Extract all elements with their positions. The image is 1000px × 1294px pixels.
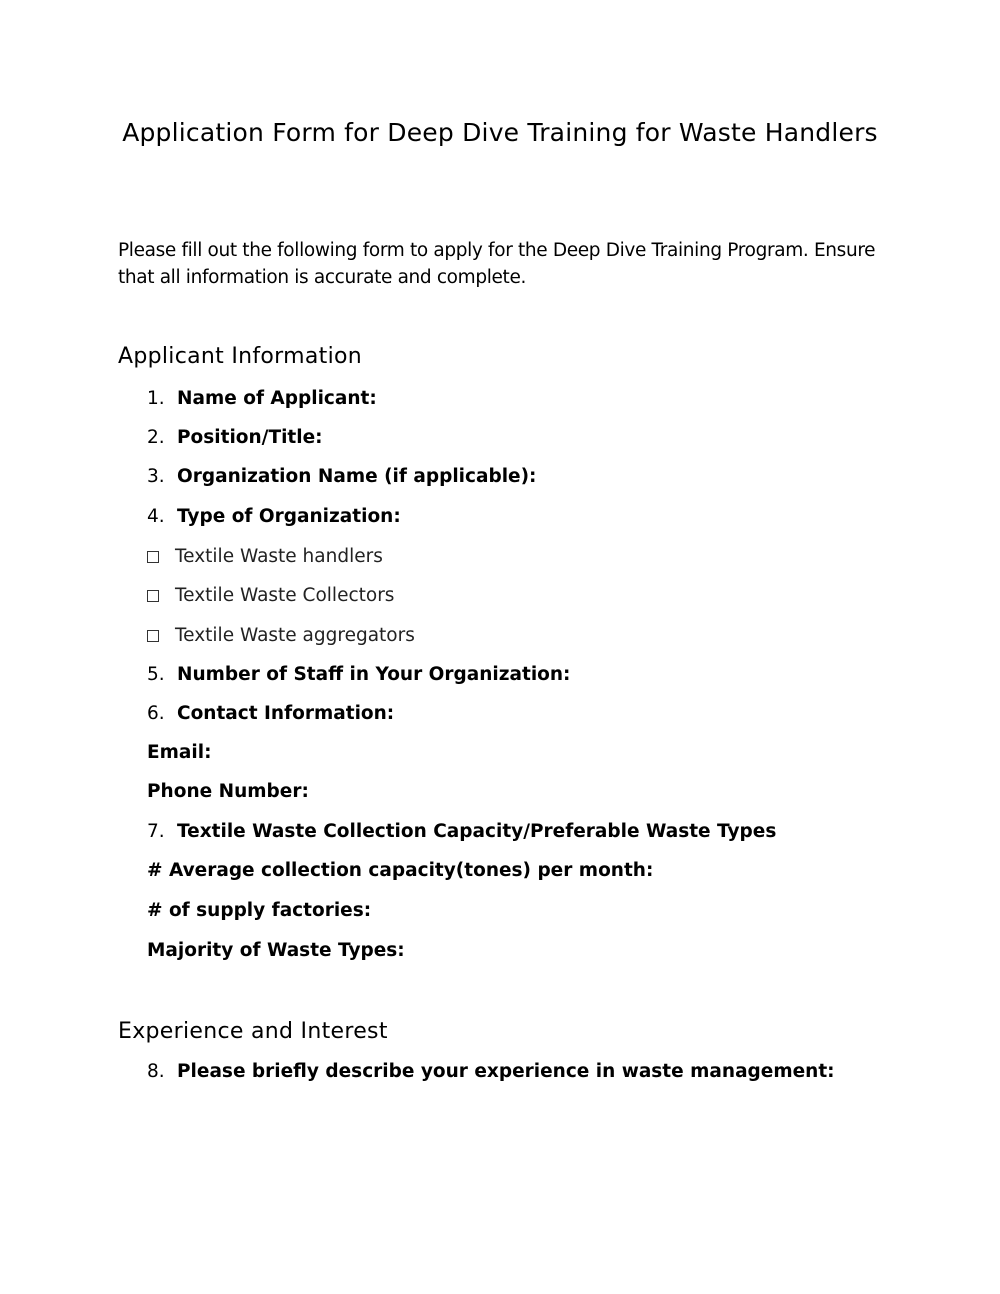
field-label: Majority of Waste Types: bbox=[147, 940, 405, 961]
org-type-option-textile-waste-collectors[interactable] bbox=[147, 584, 394, 608]
field-label: Phone Number: bbox=[147, 781, 309, 802]
item-number: 1. bbox=[147, 388, 165, 409]
form-field-waste-types bbox=[147, 939, 405, 963]
item-number: 6. bbox=[147, 703, 165, 724]
option-label: Textile Waste handlers bbox=[175, 546, 383, 567]
form-field-email bbox=[147, 741, 211, 765]
item-number: 2. bbox=[147, 427, 165, 448]
section-heading-experience-and-interest: Experience and Interest bbox=[118, 1019, 388, 1044]
item-number: 3. bbox=[147, 466, 165, 487]
item-number: 7. bbox=[147, 821, 165, 842]
document-title: Application Form for Deep Dive Training for Waste Handlers bbox=[122, 118, 878, 147]
form-item-type-of-organization bbox=[147, 505, 401, 529]
option-label: Textile Waste aggregators bbox=[175, 625, 415, 646]
checkbox-icon[interactable] bbox=[147, 551, 159, 563]
form-item-number-of-staff bbox=[147, 663, 570, 687]
field-label: # Average collection capacity(tones) per month: bbox=[147, 860, 654, 881]
field-label: Contact Information: bbox=[177, 703, 395, 724]
item-number: 5. bbox=[147, 664, 165, 685]
checkbox-icon[interactable] bbox=[147, 590, 159, 602]
intro-paragraph: Please fill out the following form to apply for the Deep Dive Training Program. Ensure that all information is accurate and complete. bbox=[118, 240, 876, 288]
field-label: Type of Organization: bbox=[177, 506, 401, 527]
field-label: Please briefly describe your experience in waste management: bbox=[177, 1061, 835, 1082]
item-number: 4. bbox=[147, 506, 165, 527]
form-item-name-of-applicant bbox=[147, 387, 377, 411]
form-item-position-title bbox=[147, 426, 323, 450]
form-item-contact-information bbox=[147, 702, 394, 726]
field-label: Textile Waste Collection Capacity/Preferable Waste Types bbox=[177, 821, 777, 842]
checkbox-icon[interactable] bbox=[147, 630, 159, 642]
form-field-supply-factories bbox=[147, 899, 371, 923]
item-number: 8. bbox=[147, 1061, 165, 1082]
field-label: # of supply factories: bbox=[147, 900, 372, 921]
field-label: Organization Name (if applicable): bbox=[177, 466, 537, 487]
org-type-option-textile-waste-handlers[interactable] bbox=[147, 545, 383, 569]
form-field-phone-number bbox=[147, 780, 309, 804]
form-item-organization-name bbox=[147, 465, 536, 489]
field-label: Position/Title: bbox=[177, 427, 323, 448]
field-label: Email: bbox=[147, 742, 212, 763]
form-item-experience-description bbox=[147, 1060, 835, 1084]
field-label: Name of Applicant: bbox=[177, 388, 377, 409]
field-label: Number of Staff in Your Organization: bbox=[177, 664, 571, 685]
option-label: Textile Waste Collectors bbox=[175, 585, 395, 606]
form-item-collection-capacity bbox=[147, 820, 776, 844]
form-field-average-capacity bbox=[147, 859, 653, 883]
section-heading-applicant-information: Applicant Information bbox=[118, 344, 362, 369]
org-type-option-textile-waste-aggregators[interactable] bbox=[147, 624, 415, 648]
